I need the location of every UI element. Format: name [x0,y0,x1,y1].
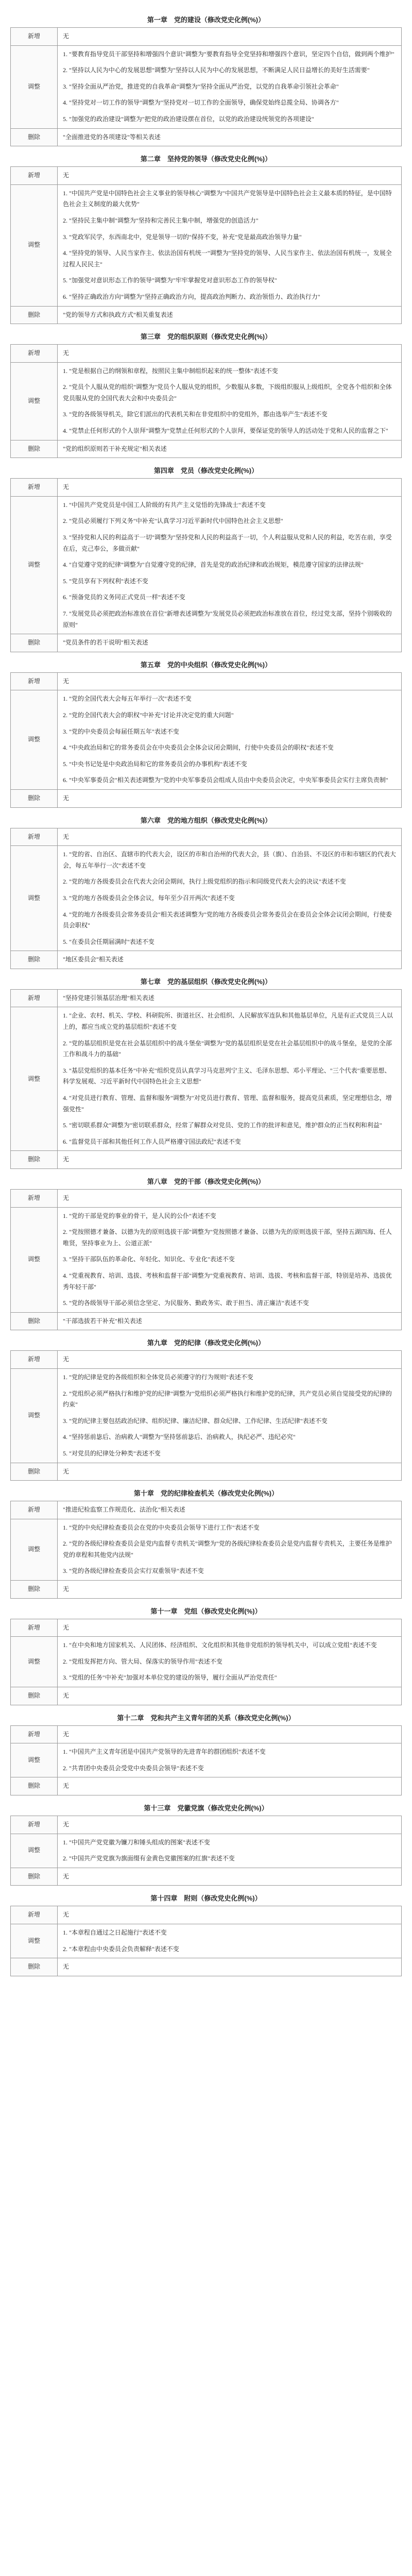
row-content [58,1816,402,1834]
revision-item: 无 [63,1730,70,1738]
table-row [11,1743,402,1777]
revision-table [10,1725,402,1795]
revision-item: 无 [63,1782,70,1790]
revision-item: 6. "坚持正确政治方向"调整为"坚持正确政治方向，提高政治判断力、政治领悟力、政治执行力" [63,293,320,300]
chapter-title: 第四章 党员（修改党史化例(%)） [153,467,259,475]
revision-item: 3. "党的各级纪律检查委员会实行双重领导"表述不变 [63,1567,204,1575]
table-row [11,1312,402,1330]
chapter-title: 第二章 坚持党的领导（修改党史化例(%)） [140,155,272,163]
revision-item: 2. "党的地方各级委员会在代表大会闭会期间，执行上级党组织的指示和同级党代表大会的决议"表述不变 [63,878,346,886]
revision-item: 5. "对党员的纪律处分种类"表述不变 [63,1449,161,1457]
table-row [11,28,402,46]
revision-item: 无 [63,1467,70,1475]
table-row [11,1725,402,1743]
row-content [58,1501,402,1519]
revision-item: 3. "党的地方各级委员会全体会议，每年至少召开两次"表述不变 [63,894,235,902]
revision-item: 无 [63,1623,70,1631]
revision-item: 2. "共青团中央委员会受党中央委员会领导"表述不变 [63,1764,204,1772]
row-label: 调整 [11,1637,58,1687]
row-label: 新增 [11,1906,58,1924]
revision-item: 1. "要教育指导党员干部坚持和增强四个意识"调整为"要教育指导全党坚持和增强四个意识，坚定四个自信，做到两个维护" [63,50,394,58]
chapter-title: 第九章 党的纪律（修改党史化例(%)） [147,1339,265,1347]
row-content [58,690,402,790]
chapter-title: 第五章 党的中央组织（修改党史化例(%)） [140,660,272,669]
revision-item: 无 [63,1692,70,1700]
row-label: 新增 [11,1619,58,1637]
row-label: 删除 [11,440,58,458]
revision-item: 2. "坚持民主集中制"调整为"坚持和完善民主集中制，增强党的创造活力" [63,216,259,224]
table-row [11,1906,402,1924]
row-content [58,634,402,652]
table-row [11,634,402,652]
revision-item: 4. "党禁止任何形式的个人崇拜"调整为"党禁止任何形式的个人崇拜，要保证党的领导人的活动处于党和人民的监督之下" [63,427,388,435]
row-label: 删除 [11,1777,58,1795]
revision-item: "党的组织原则若干补充规定"相关表述 [63,445,167,452]
row-label: 新增 [11,1190,58,1208]
row-label: 新增 [11,1816,58,1834]
revision-item: 7. "发展党员必须把政治标准放在首位"新增表述调整为"发展党员必须把政治标准放在首位，经过党支部，坚持个别吸收的原则" [63,610,392,629]
revision-item: 1. "党是根据自己的纲领和章程，按照民主集中制组织起来的统一整体"表述不变 [63,367,278,375]
chapter-title: 第六章 党的地方组织（修改党史化例(%)） [140,816,272,824]
revision-item: "坚持党建引领基层治理"相关表述 [63,994,154,1002]
revision-item: 3. "坚持党和人民的利益高于一切"调整为"坚持党和人民的利益高于一切，个人利益服从党和人民的利益，吃苦在前，享受在后，克己奉公，多做贡献" [63,534,392,552]
row-label: 删除 [11,789,58,807]
revision-item: 1. "中国共产党党员是中国工人阶级的有共产主义觉悟的先锋战士"表述不变 [63,501,266,509]
table-row [11,1501,402,1519]
table-row [11,1581,402,1599]
row-content [58,828,402,846]
revision-table [10,1906,402,1976]
row-label: 删除 [11,128,58,146]
revision-item: 2. "党组织必须严格执行和维护党的纪律"调整为"党组织必须严格执行和维护党的纪律，共产党员必须自觉接受党的纪律的约束" [63,1389,392,1409]
row-content [58,1687,402,1705]
revision-item: 4. "坚持党对一切工作的领导"调整为"坚持党对一切工作的全面领导，确保党始终总揽全局、协调各方" [63,99,339,107]
row-label: 调整 [11,1007,58,1151]
row-content [58,440,402,458]
revision-item: 2. "中国共产党党旗为旗面缀有金黄色党徽图案的红旗"表述不变 [63,1855,235,1862]
table-row [11,690,402,790]
row-content [58,184,402,306]
revision-item: 2. "坚持以人民为中心的发展思想"调整为"坚持以人民为中心的发展思想，不断满足人民日益增长的美好生活需要" [63,66,370,74]
revision-item: 1. "党的中央纪律检查委员会在党的中央委员会领导下进行工作"表述不变 [63,1523,260,1531]
row-content [58,1743,402,1777]
table-row [11,345,402,363]
revision-table [10,1501,402,1599]
table-row [11,1351,402,1369]
revision-item: 6. "中央军事委员会"相关表述调整为"党的中央军事委员会组成人员由中央委员会决定，中央军事委员会实行主席负责制" [63,776,388,784]
revision-item: "地区委员会"相关表述 [63,956,124,963]
revision-item: 3. "党组的任务"中补充"加强对本单位党的建设的领导，履行全面从严治党责任" [63,1674,277,1682]
revision-item: 无 [63,172,70,179]
row-label: 删除 [11,951,58,969]
revision-item: 无 [63,1963,70,1971]
table-row [11,1777,402,1795]
revision-item: 6. "预备党员的义务同正式党员一样"表述不变 [63,594,185,601]
revision-item: 2. "党按照德才兼备、以德为先的原则选拔干部"调整为"党按照德才兼备、以德为先的原则选拔干部，坚持五湖四海、任人唯贤，坚持事业为上、公道正派" [63,1228,392,1247]
revision-item: 1. "本章程自通过之日起施行"表述不变 [63,1928,167,1936]
table-row [11,789,402,807]
row-content [58,362,402,440]
row-content [58,167,402,185]
table-row [11,1687,402,1705]
row-content [58,672,402,690]
row-label: 删除 [11,306,58,324]
chapter-title: 第十三章 党徽党旗（修改党史化例(%)） [144,1804,268,1812]
row-content [58,1725,402,1743]
revision-item: "推进纪检监察工作规范化、法治化"相关表述 [63,1506,185,1514]
revision-table [10,1816,402,1886]
table-row [11,1816,402,1834]
row-content [58,28,402,46]
revision-item: 1. "党的干部是党的事业的骨干，是人民的公仆"表述不变 [63,1212,216,1219]
chapter-title: 第八章 党的干部（修改党史化例(%)） [147,1178,265,1185]
revision-item: 1. "中国共产主义青年团是中国共产党领导的先进青年的群团组织"表述不变 [63,1748,266,1756]
table-row [11,128,402,146]
row-content [58,951,402,969]
revision-item: 2. "本章程由中央委员会负责解释"表述不变 [63,1945,179,1953]
row-label: 调整 [11,690,58,790]
revision-item: 4. "党重视教育、培训、选拔、考核和监督干部"调整为"党重视教育、培训、选拔、考核和监督干部，特别是培养、选拔优秀年轻干部" [63,1272,392,1291]
row-label: 新增 [11,167,58,185]
revision-item: 3. "党政军民学，东西南北中，党是领导一切的"保持不变，补充"党是最高政治领导力量" [63,233,302,241]
row-content [58,989,402,1007]
row-content [58,1519,402,1580]
row-content [58,1834,402,1868]
revision-item: 2. "党的基层组织是党在社会基层组织中的战斗堡垒"调整为"党的基层组织是党在社会基层组织中的战斗堡垒，是党的全部工作和战斗力的基础" [63,1039,392,1058]
table-row [11,1834,402,1868]
document-page [10,0,402,1989]
revision-item: "干部选拔若干补充"相关表述 [63,1317,142,1325]
revision-item: 无 [63,677,70,685]
row-content [58,846,402,951]
table-row [11,1924,402,1958]
row-label: 调整 [11,846,58,951]
row-label: 删除 [11,1868,58,1886]
revision-item: 无 [63,833,70,840]
revision-item: 3. "基层党组织的基本任务"中补充"组织党员认真学习马克思列宁主义、毛泽东思想、邓小平理论、"三个代表"重要思想、科学发展观、习近平新时代中国特色社会主义思想" [63,1066,391,1086]
revision-item: 2. "党的全国代表大会的职权"中补充"讨论并决定党的重大问题" [63,711,234,719]
chapter-title: 第三章 党的组织原则（修改党史化例(%)） [140,333,272,341]
chapter-title: 第一章 党的建设（修改党史化例(%)） [147,16,265,24]
row-content [58,1007,402,1151]
row-label: 调整 [11,1924,58,1958]
revision-item: 1. "党的纪律是党的各级组织和全体党员必须遵守的行为规则"表述不变 [63,1373,253,1381]
revision-item: 无 [63,1194,70,1201]
table-row [11,1868,402,1886]
table-row [11,184,402,306]
row-label: 新增 [11,345,58,363]
revision-item: 1. "中国共产党党徽为镰刀和锤头组成的图案"表述不变 [63,1838,210,1846]
row-label: 新增 [11,28,58,46]
row-content [58,1958,402,1976]
revision-table [10,27,402,146]
revision-item: 4. "党的地方各级委员会常务委员会"相关表述调整为"党的地方各级委员会常务委员会在委员会全体会议闭会期间，行使委员会职权" [63,910,392,929]
revision-item: 4. "坚持党的领导、人民当家作主、依法治国有机统一"调整为"坚持党的领导、人民当家作主、依法治国有机统一，发展全过程人民民主" [63,249,392,268]
row-label: 删除 [11,1463,58,1481]
table-row [11,1368,402,1463]
revision-item: 5. "密切联系群众"调整为"密切联系群众，经常了解群众对党员、党的工作的批评和意见，维护群众的正当权利和利益" [63,1122,382,1129]
table-row [11,440,402,458]
chapter-title: 第十章 党的纪律检查机关（修改党史化例(%)） [133,1489,279,1498]
revision-table [10,828,402,969]
row-content [58,1151,402,1169]
row-content [58,1619,402,1637]
revision-item: 6. "监督党员干部和其他任何工作人员严格遵守国法政纪"表述不变 [63,1138,241,1145]
revision-item: 2. "党组发挥把方向、管大局、保落实的领导作用"表述不变 [63,1657,222,1665]
row-label: 删除 [11,1687,58,1705]
table-row [11,1007,402,1151]
row-label: 调整 [11,496,58,634]
revision-item: 1. "党的省、自治区、直辖市的代表大会，设区的市和自治州的代表大会，县（旗）、自治县、不设区的市和市辖区的代表大会，每五年举行一次"表述不变 [63,851,396,869]
revision-item: 无 [63,1585,70,1593]
row-content [58,345,402,363]
revision-item: 5. "党的各级领导干部必须信念坚定、为民服务、勤政务实、敢于担当、清正廉洁"表述不变 [63,1299,309,1307]
revision-item: 无 [63,1872,70,1880]
row-content [58,1906,402,1924]
revision-item: 无 [63,794,70,802]
row-label: 调整 [11,1207,58,1312]
row-label: 新增 [11,1351,58,1369]
revision-item: 无 [63,1156,70,1163]
revision-item: 无 [63,1821,70,1828]
row-content [58,789,402,807]
row-content [58,1351,402,1369]
row-content [58,1463,402,1481]
revision-item: 无 [63,32,70,40]
row-label: 调整 [11,184,58,306]
table-row [11,45,402,128]
table-row [11,167,402,185]
table-row [11,479,402,497]
revision-item: 1. "在中央和地方国家机关、人民团体、经济组织、文化组织和其他非党组织的领导机关中，可以成立党组"表述不变 [63,1641,377,1649]
row-label: 删除 [11,1581,58,1599]
row-content [58,1207,402,1312]
row-content [58,306,402,324]
revision-item: 4. "坚持惩前毖后、治病救人"调整为"坚持惩前毖后、治病救人，执纪必严、违纪必究" [63,1433,296,1441]
revision-table [10,672,402,808]
row-content [58,1868,402,1886]
chapter-title: 第七章 党的基层组织（修改党史化例(%)） [140,977,272,986]
row-label: 删除 [11,1958,58,1976]
row-label: 调整 [11,362,58,440]
revision-table [10,1619,402,1705]
row-content [58,1190,402,1208]
revision-item: 5. "中央书记处是中央政治局和它的常务委员会的办事机构"表述不变 [63,760,247,768]
row-label: 删除 [11,634,58,652]
revision-item: 2. "党员必须履行下列义务"中补充"认真学习习近平新时代中国特色社会主义思想" [63,517,283,525]
revision-item: 无 [63,349,70,357]
row-label: 调整 [11,1519,58,1580]
revision-item: 5. "在委员会任期届满时"表述不变 [63,938,154,945]
row-content [58,1637,402,1687]
row-label: 调整 [11,1368,58,1463]
chapter-title: 第十四章 附则（修改党史化例(%)） [150,1894,262,1903]
row-content [58,496,402,634]
table-row [11,362,402,440]
row-label: 新增 [11,1501,58,1519]
revision-item: 5. "党员享有下列权利"表述不变 [63,577,148,585]
revision-item: 1. "企业、农村、机关、学校、科研院所、街道社区、社会组织、人民解放军连队和其他基层单位，凡是有正式党员三人以上的，都应当成立党的基层组织"表述不变 [63,1012,393,1031]
table-row [11,951,402,969]
table-row [11,496,402,634]
revision-table [10,344,402,458]
revision-item: 1. "中国共产党是中国特色社会主义事业的领导核心"调整为"中国共产党领导是中国特色社会主义最本质的特征，是中国特色社会主义制度的最大优势" [63,189,392,208]
revision-item: 3. "党的纪律主要包括政治纪律、组织纪律、廉洁纪律、群众纪律、工作纪律、生活纪律"表述不变 [63,1417,328,1425]
row-label: 调整 [11,45,58,128]
table-row [11,1190,402,1208]
revision-item: 3. "坚持全面从严治党，推进党的自我革命"调整为"坚持全面从严治党，以党的自我革命引领社会革命" [63,82,339,90]
table-row [11,828,402,846]
row-label: 新增 [11,1725,58,1743]
revision-item: 3. "坚持干部队伍的革命化、年轻化、知识化、专业化"表述不变 [63,1256,235,1263]
revision-item: 4. "自觉遵守党的纪律"调整为"自觉遵守党的纪律，首先是党的政治纪律和政治规矩，模范遵守国家的法律法规" [63,561,364,569]
row-content [58,128,402,146]
revision-item: 5. "加强党的政治建设"调整为"把党的政治建设摆在首位，以党的政治建设统领党的各项建设" [63,115,314,123]
table-row [11,1958,402,1976]
row-content [58,479,402,497]
revision-table [10,166,402,324]
revision-item: "党员条件的若干说明"相关表述 [63,639,148,647]
row-content [58,1368,402,1463]
revision-item: 2. "党员个人服从党的组织"调整为"党员个人服从党的组织，少数服从多数，下级组织服从上级组织，全党各个组织和全体党员服从党的全国代表大会和中央委员会" [63,383,392,402]
revision-item: 4. "中央政治局和它的常务委员会在中央委员会全体会议闭会期间，行使中央委员会的职权"表述不变 [63,744,334,752]
revision-item: "全面推进党的各项建设"等相关表述 [63,133,161,141]
table-row [11,306,402,324]
revision-item: 4. "对党员进行教育、管理、监督和服务"调整为"对党员进行教育、管理、监督和服务，提高党员素质，坚定理想信念，增强党性" [63,1094,392,1113]
row-label: 删除 [11,1312,58,1330]
table-row [11,1637,402,1687]
table-row [11,989,402,1007]
table-row [11,1151,402,1169]
revision-item: 无 [63,1911,70,1919]
row-label: 新增 [11,989,58,1007]
row-content [58,1777,402,1795]
chapter-title: 第十一章 党组（修改党史化例(%)） [150,1607,262,1615]
table-row [11,1519,402,1580]
revision-table [10,1350,402,1481]
revision-item: 3. "党的中央委员会每届任期五年"表述不变 [63,727,179,735]
row-content [58,1312,402,1330]
revision-item: 无 [63,483,70,491]
row-content [58,45,402,128]
revision-item: 5. "加强党对意识形态工作的领导"调整为"牢牢掌握党对意识形态工作的领导权" [63,277,277,284]
revision-item: 3. "党的各级领导机关，除它们派出的代表机关和在非党组织中的党组外，都由选举产生"表述不变 [63,411,328,418]
revision-item: 1. "党的全国代表大会每五年举行一次"表述不变 [63,695,192,703]
row-label: 删除 [11,1151,58,1169]
table-row [11,672,402,690]
revision-table [10,478,402,652]
table-row [11,846,402,951]
revision-item: "党的领导方式和执政方式"相关重复表述 [63,311,173,318]
table-row [11,1463,402,1481]
row-label: 调整 [11,1743,58,1777]
revision-table [10,1189,402,1330]
row-content [58,1924,402,1958]
revision-item: 无 [63,1355,70,1363]
row-label: 新增 [11,479,58,497]
chapter-title: 第十二章 党和共产主义青年团的关系（修改党史化例(%)） [117,1714,295,1722]
row-label: 调整 [11,1834,58,1868]
row-label: 新增 [11,672,58,690]
revision-item: 2. "党的各级纪律检查委员会是党内监督专责机关"调整为"党的各级纪律检查委员会是党内监督专责机关，主要任务是维护党的章程和其他党内法规" [63,1540,392,1558]
row-content [58,1581,402,1599]
table-row [11,1619,402,1637]
table-row [11,1207,402,1312]
row-label: 新增 [11,828,58,846]
revision-table [10,989,402,1169]
